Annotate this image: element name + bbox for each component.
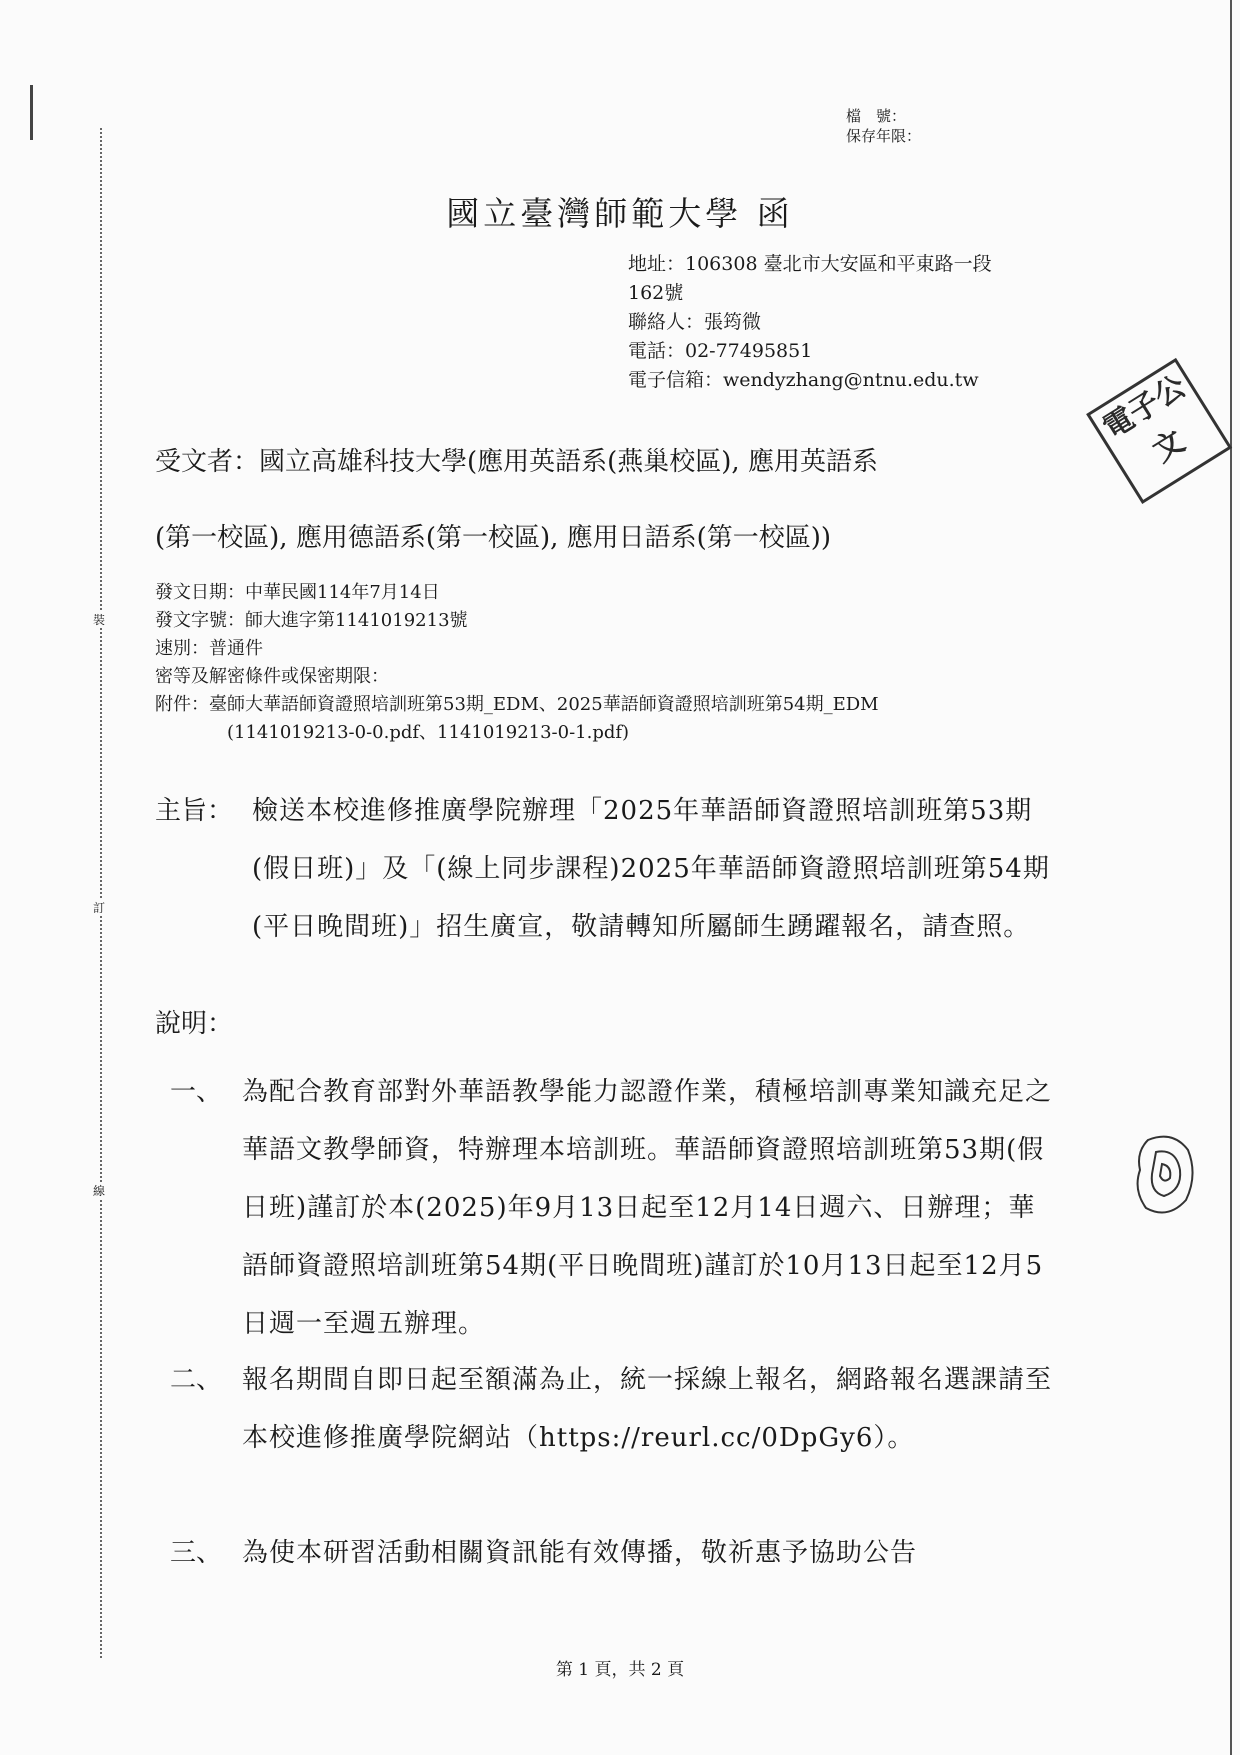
page-edge-line: [1230, 0, 1232, 1755]
item-text: 報名期間自即日起至額滿為止，統一採線上報名，網路報名選課請至本校進修推廣學院網站（https://reurl.cc/0DpGy6）。: [242, 1365, 1053, 1453]
explanation-item-1: [170, 1063, 1060, 1353]
sender-email: 電子信箱：wendyzhang@ntnu.edu.tw: [628, 369, 979, 391]
speed-class: 速別：普通件: [155, 638, 263, 659]
recipient-line2: (第一校區), 應用德語系(第一校區), 應用日語系(第一校區)): [155, 523, 832, 553]
secrecy-level: 密等及解密條件或保密期限：: [155, 666, 389, 687]
sender-address-line2: 162號: [628, 282, 684, 304]
binding-label-xian: 線: [93, 1184, 106, 1198]
recipient-line1: 受文者：國立高雄科技大學(應用英語系(燕巢校區), 應用英語系: [155, 447, 878, 477]
item-text: 為配合教育部對外華語教學能力認證作業，積極培訓專業知識充足之華語文教學師資，特辦理本培訓班。華語師資證照培訓班第53期(假日班)謹訂於本(2025)年9月13日起至12月14日週六、日辦理；華語師資證照培訓班第54期(平日晚間班)謹訂於10月13日起至12月5日週一至週五辦理。: [242, 1077, 1053, 1339]
sender-phone: 電話：02-77495851: [628, 340, 813, 362]
item-number: 一、: [170, 1077, 223, 1107]
document-meta: [155, 579, 879, 747]
document-number: 發文字號：師大進字第1141019213號: [155, 610, 468, 631]
perforation-seal-mark: [1128, 1130, 1198, 1220]
attachment-line1: 附件：臺師大華語師資證照培訓班第53期_EDM、2025華語師資證照培訓班第54期_EDM: [155, 694, 879, 715]
item-number: 二、: [170, 1365, 223, 1395]
binding-label-ding: 訂: [93, 901, 106, 915]
stamp-text: 電子公文: [1086, 358, 1232, 504]
attachment-line2: (1141019213-0-0.pdf、1141019213-0-1.pdf): [227, 722, 630, 743]
binding-label-zhuang: 裝: [93, 613, 106, 627]
binding-dotted-line: [100, 128, 102, 1658]
explanation-label: 說明：: [155, 1009, 234, 1039]
archive-meta: [846, 106, 921, 146]
archive-number: 檔 號：: [846, 107, 907, 125]
explanation-item-3: [170, 1524, 1060, 1582]
subject-label: 主旨：: [155, 796, 234, 826]
document-title: 國立臺灣師範大學 函: [446, 194, 794, 233]
sender-address-line1: 地址：106308 臺北市大安區和平東路一段: [628, 253, 992, 275]
recipient: [155, 424, 1075, 576]
item-text: 為使本研習活動相關資訊能有效傳播，敬祈惠予協助公告: [242, 1538, 918, 1568]
explanation-item-2: [170, 1351, 1060, 1467]
electronic-document-stamp: [1086, 361, 1224, 499]
issue-date: 發文日期：中華民國114年7月14日: [155, 582, 440, 603]
subject-text: 檢送本校進修推廣學院辦理「2025年華語師資證照培訓班第53期(假日班)」及「(線上同步課程)2025年華語師資證照培訓班第54期(平日晚間班)」招生廣宣，敬請轉知所屬師生踴躍報名，請查照。: [252, 796, 1050, 942]
retention-period: 保存年限：: [846, 127, 922, 145]
page-number-footer: 第 1 頁，共 2 頁: [555, 1660, 685, 1680]
sender-contact: 聯絡人：張筠微: [628, 311, 762, 333]
item-number: 三、: [170, 1538, 223, 1568]
sender-info: [628, 250, 1098, 395]
subject-section: [155, 782, 1065, 956]
scan-mark: [30, 85, 33, 140]
